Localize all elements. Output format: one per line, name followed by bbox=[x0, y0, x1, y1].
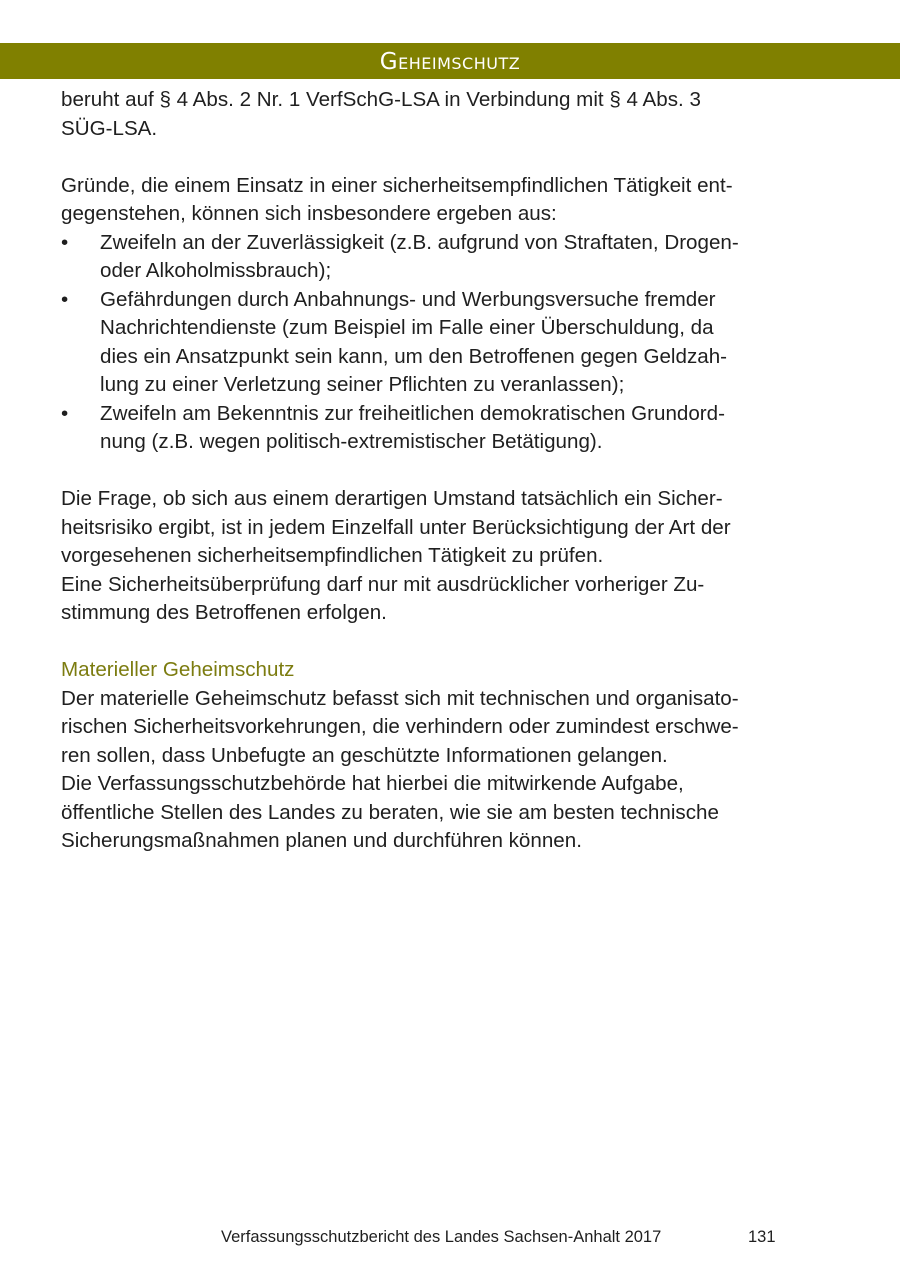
paragraph-gap bbox=[61, 457, 841, 486]
section-title: Geheimschutz bbox=[379, 49, 521, 75]
text-line: Zweifeln am Bekenntnis zur freiheitlichen demokratischen Grundord- bbox=[100, 401, 725, 425]
subheading-material-secrecy: Materieller Geheimschutz bbox=[61, 658, 295, 681]
page-footer bbox=[0, 1228, 900, 1254]
text-line: Eine Sicherheitsüberprüfung darf nur mit ausdrücklicher vorheriger Zu- bbox=[61, 572, 705, 596]
list-item bbox=[61, 286, 841, 400]
text-line: Zweifeln an der Zuverlässigkeit (z.B. aufgrund von Straftaten, Drogen- bbox=[100, 230, 739, 254]
bullet-icon: • bbox=[61, 287, 69, 311]
text-line: ren sollen, dass Unbefugte an geschützte Informationen gelangen. bbox=[61, 743, 668, 767]
text-line: Gründe, die einem Einsatz in einer sicherheitsempfindlichen Tätigkeit ent- bbox=[61, 173, 733, 197]
text-line: dies ein Ansatzpunkt sein kann, um den Betroffenen gegen Geldzah- bbox=[100, 344, 728, 368]
footer-report-title: Verfassungsschutzbericht des Landes Sachsen-Anhalt 2017 bbox=[221, 1228, 662, 1246]
section-header-bar bbox=[0, 43, 900, 79]
bullet-icon: • bbox=[61, 230, 69, 254]
list-item bbox=[61, 400, 841, 457]
material-paragraph bbox=[61, 685, 841, 856]
text-line: beruht auf § 4 Abs. 2 Nr. 1 VerfSchG-LSA in Verbindung mit § 4 Abs. 3 bbox=[61, 88, 701, 111]
intro-paragraph bbox=[61, 86, 841, 143]
text-line: oder Alkoholmissbrauch); bbox=[100, 259, 332, 282]
text-line: Der materielle Geheimschutz befasst sich mit technischen und organisato- bbox=[61, 686, 739, 710]
text-line: heitsrisiko ergibt, ist in jedem Einzelfall unter Berücksichtigung der Art der bbox=[61, 515, 731, 539]
paragraph-gap bbox=[61, 628, 841, 657]
question-paragraph bbox=[61, 485, 841, 628]
text-line: stimmung des Betroffenen erfolgen. bbox=[61, 601, 387, 624]
bullet-icon: • bbox=[61, 401, 69, 425]
reasons-list bbox=[61, 229, 841, 457]
reasons-intro-paragraph bbox=[61, 172, 841, 229]
paragraph-gap bbox=[61, 143, 841, 172]
text-line: nung (z.B. wegen politisch-extremistischer Betätigung). bbox=[100, 430, 603, 453]
text-line: vorgesehenen sicherheitsempfindlichen Tätigkeit zu prüfen. bbox=[61, 544, 604, 567]
text-line: rischen Sicherheitsvorkehrungen, die verhindern oder zumindest erschwe- bbox=[61, 715, 739, 738]
text-line: Nachrichtendienste (zum Beispiel im Falle einer Überschuldung, da bbox=[100, 316, 714, 339]
list-item bbox=[61, 229, 841, 286]
text-line: Gefährdungen durch Anbahnungs- und Werbungsversuche fremder bbox=[100, 287, 716, 311]
text-line: Sicherungsmaßnahmen planen und durchführen können. bbox=[61, 829, 582, 852]
text-line: lung zu einer Verletzung seiner Pflichten zu veranlassen); bbox=[100, 373, 625, 396]
text-line: öffentliche Stellen des Landes zu beraten, wie sie am besten technische bbox=[61, 800, 719, 824]
page-number: 131 bbox=[748, 1228, 776, 1246]
text-line: SÜG-LSA. bbox=[61, 116, 158, 140]
text-line: gegenstehen, können sich insbesondere ergeben aus: bbox=[61, 202, 557, 225]
page-content bbox=[61, 86, 841, 856]
text-line: Die Verfassungsschutzbehörde hat hierbei die mitwirkende Aufgabe, bbox=[61, 772, 684, 795]
text-line: Die Frage, ob sich aus einem derartigen Umstand tatsächlich ein Sicher- bbox=[61, 487, 723, 510]
